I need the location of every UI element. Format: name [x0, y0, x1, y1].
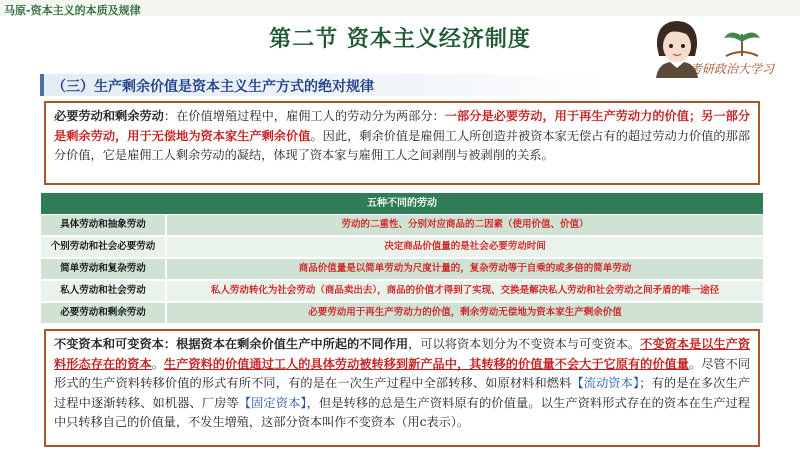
table-row — [41, 259, 763, 280]
term-label: 必要劳动和剩余劳动 — [54, 109, 164, 123]
table-header: 五种不同的劳动 — [41, 193, 763, 214]
text-span: ；有的是在多次生产过程中逐渐转移、如机器、厂房等 — [54, 376, 751, 410]
text-span: ：根据资本在剩余价值生产中所起的不同作用 — [163, 337, 409, 351]
table-cell-desc: 必要劳动用于再生产劳动力的价值，剩余劳动无偿地为资本家生产剩余价值 — [167, 303, 763, 323]
table-cell-desc: 私人劳动转化为社会劳动（商品卖出去），商品的价值才得到了实现、交换是解决私人劳动和社会劳动之间矛盾的唯一途径 — [167, 281, 763, 301]
table-cell-desc: 劳动的二重性、分别对应商品的二因素（使用价值、价值） — [167, 215, 763, 235]
text-span: 。因此，剩余价值是雇佣工人所创造并被资本家无偿占有的超过劳动力价值的那部分价值，它是雇佣工人剩余劳动的凝结，体现了资本家与雇佣工人之间剥削与被剥削的关系。 — [54, 128, 751, 162]
text-span: ，可以将资本划分为不变资本与可变资本。 — [408, 337, 641, 351]
table-cell-term: 必要劳动和剩余劳动 — [41, 303, 165, 323]
table-row — [41, 303, 763, 324]
text-span: ，但是转移的总是生产资料原有的价值量。以生产资料形式存在的资本在生产过程中只转移自己的价值量，不发生增殖，这部分资本叫作不变资本（用c表示）。 — [54, 395, 751, 429]
logo-icon — [716, 26, 768, 60]
definition-panel-capital — [44, 329, 760, 447]
text-span: ：在价值增殖过程中，雇佣工人的劳动分为两部分： — [163, 109, 445, 123]
table-cell-term: 私人劳动和社会劳动 — [41, 281, 165, 301]
table-cell-desc: 商品价值量是以简单劳动为尺度计量的，复杂劳动等于自乘的或多倍的简单劳动 — [167, 259, 763, 279]
term-tag: 【流动资本】 — [571, 376, 640, 390]
labor-types-table — [40, 192, 764, 328]
text-span: 。 — [151, 356, 164, 371]
term-tag: 【固定资本】 — [238, 395, 307, 410]
section-subheading: （三）生产剩余价值是资本主义生产方式的绝对规律 — [52, 79, 374, 95]
table-row — [41, 215, 763, 236]
page-title: 第二节 资本主义经济制度 — [269, 26, 531, 52]
table-cell-term: 简单劳动和复杂劳动 — [41, 259, 165, 279]
table-cell-term: 个别劳动和社会必要劳动 — [41, 237, 165, 257]
table-row — [41, 237, 763, 258]
definition-panel-labor — [44, 101, 760, 185]
highlight-text: 一部分是必要劳动，用于再生产劳动力的价值；另一部分是剩余劳动，用于无偿地为资本家生产剩余价值 — [54, 109, 751, 143]
table-cell-term: 具体劳动和抽象劳动 — [41, 215, 165, 235]
logo-text: 考研政治大学习 — [690, 62, 775, 76]
table-cell-desc: 决定商品价值量的是社会必要劳动时间 — [167, 237, 763, 257]
highlight-text: 不变资本是以生产资料形态存在的资本 — [54, 337, 751, 371]
term-label: 不变资本和可变资本 — [54, 337, 164, 351]
table-row — [41, 281, 763, 302]
breadcrumb: 马原-资本主义的本质及规律 — [4, 4, 141, 17]
highlight-text: 生产资料的价值通过工人的具体劳动被转移到新产品中，其转移的价值量不会大于它原有的价值量 — [163, 356, 689, 371]
text-span: 。尽管不同形式的生产资料转移价值的形式有所不同，有的是在一次生产过程中全部转移、如原材料和燃料 — [54, 356, 751, 390]
